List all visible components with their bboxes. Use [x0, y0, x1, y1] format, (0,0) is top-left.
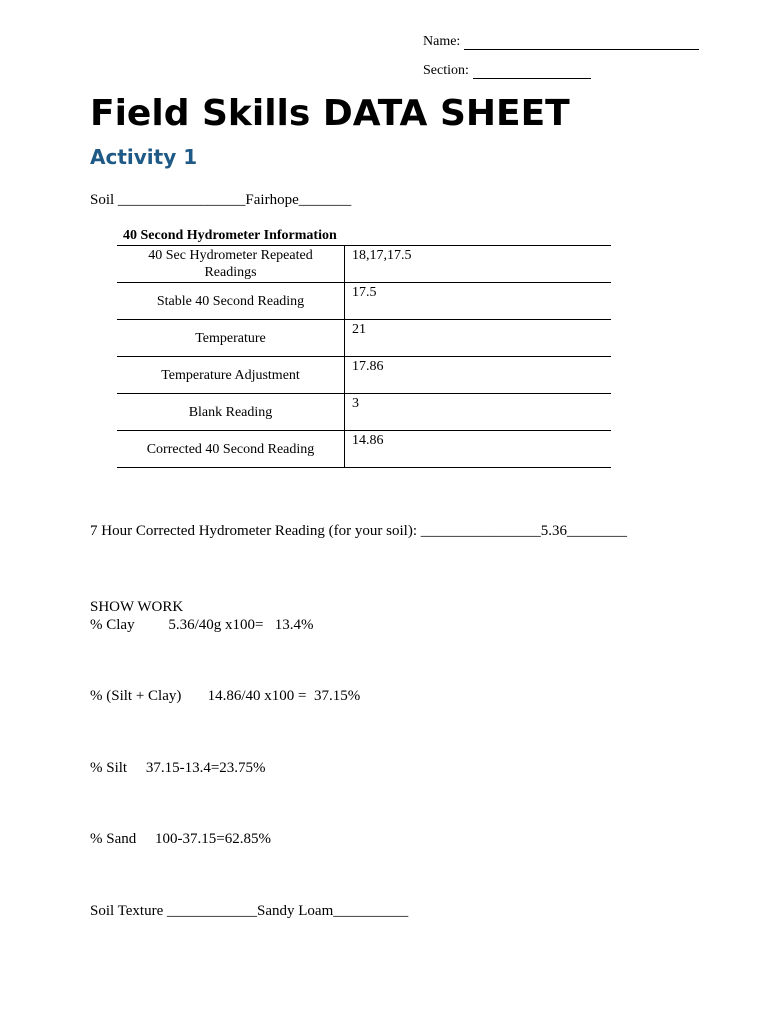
table-row — [117, 357, 611, 394]
soil-texture-line: Soil Texture ____________Sandy Loam__________ — [90, 903, 409, 919]
seven-hour-reading-line: 7 Hour Corrected Hydrometer Reading (for your soil): ________________5.36________ — [90, 523, 627, 539]
row-value: 17.86 — [345, 357, 612, 394]
name-blank-line[interactable] — [464, 37, 699, 50]
row-label: Stable 40 Second Reading — [117, 283, 345, 320]
row-label: Temperature Adjustment — [117, 357, 345, 394]
page-title: Field Skills DATA SHEET — [90, 93, 570, 134]
silt-clay-work-line: % (Silt + Clay) 14.86/40 x100 = 37.15% — [90, 688, 361, 704]
hydrometer-table — [117, 245, 611, 468]
name-field — [423, 34, 699, 50]
row-value: 14.86 — [345, 431, 612, 468]
table-caption: 40 Second Hydrometer Information — [123, 228, 337, 243]
silt-work-line: % Silt 37.15-13.4=23.75% — [90, 760, 266, 776]
soil-line: Soil _________________Fairhope_______ — [90, 192, 352, 208]
row-value: 17.5 — [345, 283, 612, 320]
row-value: 3 — [345, 394, 612, 431]
clay-work-line: % Clay 5.36/40g x100= 13.4% — [90, 617, 314, 633]
table-row — [117, 431, 611, 468]
row-value: 21 — [345, 320, 612, 357]
row-value: 18,17,17.5 — [345, 246, 612, 283]
table-row — [117, 320, 611, 357]
table-row — [117, 283, 611, 320]
section-label: Section: — [423, 63, 469, 78]
table-row — [117, 246, 611, 283]
row-label: Temperature — [117, 320, 345, 357]
row-label: Corrected 40 Second Reading — [117, 431, 345, 468]
sand-work-line: % Sand 100-37.15=62.85% — [90, 831, 271, 847]
activity-heading: Activity 1 — [90, 145, 198, 169]
table-row — [117, 394, 611, 431]
name-label: Name: — [423, 34, 461, 49]
section-blank-line[interactable] — [473, 66, 591, 79]
section-field — [423, 63, 591, 79]
show-work-label: SHOW WORK — [90, 599, 184, 615]
row-label: 40 Sec Hydrometer Repeated Readings — [117, 246, 345, 283]
row-label: Blank Reading — [117, 394, 345, 431]
